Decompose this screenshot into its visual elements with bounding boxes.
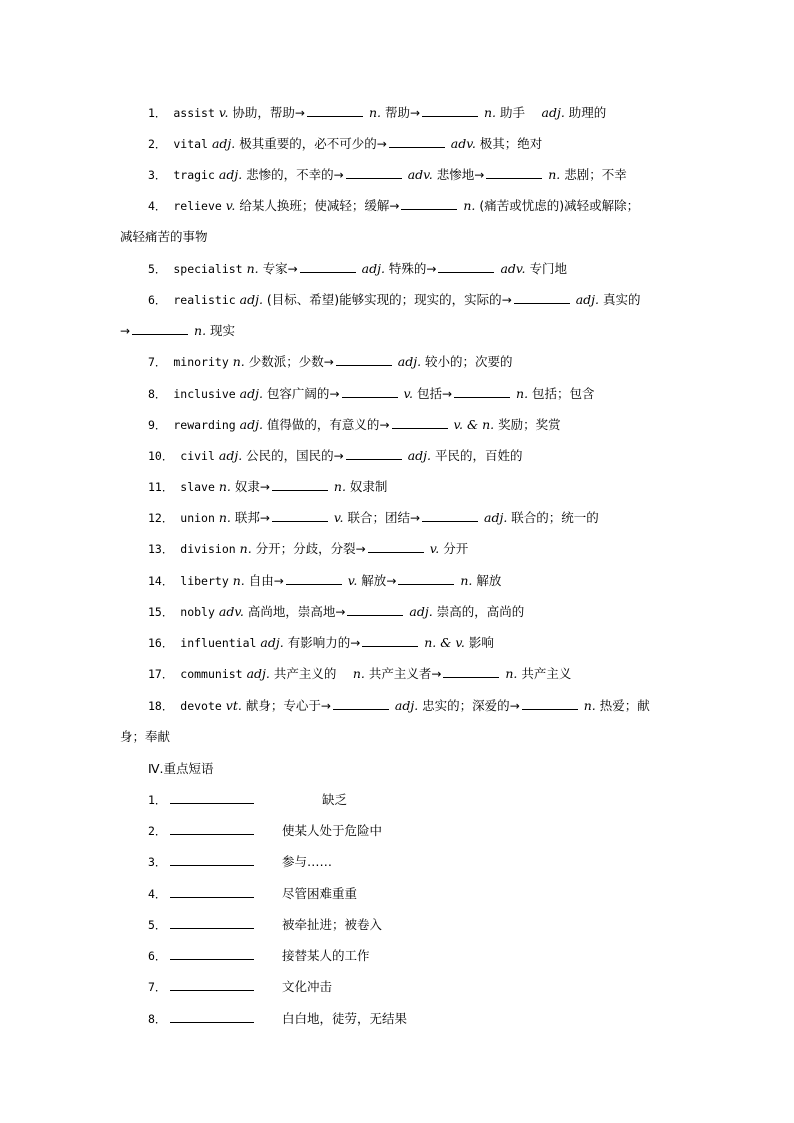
answer-blank[interactable] [398, 573, 454, 585]
definition-text: 减轻痛苦的事物 [120, 229, 208, 244]
part-of-speech: n. [235, 541, 252, 556]
part-of-speech: vt. [221, 698, 242, 713]
vocab-item [148, 510, 708, 526]
section-heading: Ⅳ.重点短语 [148, 761, 214, 776]
definition-text: 崇高的，高尚的 [432, 604, 525, 619]
definition-text: 公民的，国民的 [242, 448, 334, 463]
definition-text: 值得做的，有意义的 [262, 417, 380, 432]
part-of-speech: adj. [207, 136, 236, 151]
answer-blank[interactable] [336, 354, 392, 366]
vocab-item [148, 354, 708, 370]
answer-blank[interactable] [454, 386, 510, 398]
definition-text: 奴隶制 [345, 479, 388, 494]
phrase-item [148, 1011, 254, 1027]
item-number: 17． [148, 667, 181, 681]
item-number: 6． [148, 949, 167, 963]
definition-text: (目标、希望)能够实现的；现实的，实际的 [262, 292, 502, 307]
part-of-speech: adv. [214, 604, 244, 619]
part-of-speech: n. & v. [420, 635, 465, 650]
arrow-icon: → [323, 355, 334, 369]
arrow-icon: → [379, 418, 390, 432]
part-of-speech: n. [214, 510, 231, 525]
definition-text: 包容广阔的 [262, 386, 330, 401]
item-number: 7． [148, 980, 167, 994]
item-number: 4． [148, 199, 174, 213]
vocab-item [148, 666, 708, 682]
definition-text: 奖励；奖赏 [494, 417, 561, 432]
vocab-item-continuation [120, 729, 680, 745]
vocab-word: communist [180, 667, 243, 681]
arrow-icon: → [335, 605, 346, 619]
part-of-speech: adj. [235, 417, 263, 432]
item-number: 3． [148, 855, 167, 869]
item-number: 5． [148, 262, 174, 276]
definition-text: 少数派；少数 [244, 354, 324, 369]
answer-blank[interactable] [514, 292, 570, 304]
arrow-icon: → [509, 699, 520, 713]
vocab-word: liberty [180, 574, 229, 588]
answer-blank[interactable] [392, 417, 448, 429]
answer-blank[interactable] [272, 510, 328, 522]
part-of-speech: n. [329, 479, 346, 494]
arrow-icon: → [273, 574, 284, 588]
answer-blank[interactable] [307, 105, 363, 117]
phrase-meaning: 被牵扯进；被卷入 [282, 917, 383, 932]
vocab-item [148, 261, 708, 277]
definition-text: 联邦 [230, 510, 260, 525]
item-number: 1． [148, 793, 167, 807]
answer-blank[interactable] [389, 136, 445, 148]
arrow-icon: → [355, 542, 366, 556]
definition-text: 给某人换班；使减轻；缓解 [235, 198, 390, 213]
phrase-meaning: 文化冲击 [282, 979, 333, 994]
definition-text: 共产主义的 [269, 666, 349, 681]
item-number: 11． [148, 480, 181, 494]
vocab-word: rewarding [173, 418, 236, 432]
vocab-word: influential [180, 636, 257, 650]
item-number: 15． [148, 605, 181, 619]
part-of-speech: n. [214, 479, 231, 494]
answer-blank[interactable] [300, 261, 356, 273]
answer-blank[interactable] [170, 854, 254, 866]
answer-blank[interactable] [170, 792, 254, 804]
arrow-icon: → [329, 387, 340, 401]
part-of-speech: adv. [403, 167, 433, 182]
vocab-word: realistic [173, 293, 236, 307]
definition-text: 自由 [244, 573, 274, 588]
definition-text: 极其；绝对 [475, 136, 543, 151]
part-of-speech: adj. [480, 510, 508, 525]
phrase-item [148, 792, 254, 808]
part-of-speech: adj. [214, 448, 243, 463]
definition-text: 热爱；献 [595, 698, 650, 713]
vocab-item [148, 198, 708, 214]
part-of-speech: v. [425, 541, 440, 556]
part-of-speech: n. [544, 167, 561, 182]
answer-blank[interactable] [438, 261, 494, 273]
part-of-speech: n. [501, 666, 518, 681]
vocab-word: relieve [173, 199, 222, 213]
phrase-meaning: 使某人处于危险中 [282, 823, 383, 838]
vocab-word: devote [180, 699, 222, 713]
definition-text: 奴隶 [230, 479, 260, 494]
vocab-item [148, 292, 708, 308]
part-of-speech: adj. [393, 354, 422, 369]
part-of-speech: adv. [496, 261, 526, 276]
definition-text: 帮助 [380, 105, 410, 120]
answer-blank[interactable] [368, 541, 424, 553]
definition-text: 解放 [357, 573, 387, 588]
vocab-item [148, 573, 708, 589]
answer-blank[interactable] [333, 698, 389, 710]
vocab-item-continuation [120, 323, 680, 339]
part-of-speech: v. [343, 573, 358, 588]
part-of-speech: adj. [405, 604, 433, 619]
item-number: 13． [148, 542, 181, 556]
part-of-speech: adj. [571, 292, 600, 307]
item-number: 18． [148, 699, 181, 713]
vocab-item [148, 448, 708, 464]
vocab-word: vital [173, 137, 208, 151]
definition-text: 专家 [258, 261, 288, 276]
answer-blank[interactable] [422, 510, 478, 522]
definition-text: 专门地 [525, 261, 567, 276]
part-of-speech: n. [228, 573, 245, 588]
vocab-word: union [180, 511, 215, 525]
definition-text: 联合的；统一的 [507, 510, 599, 525]
arrow-icon: → [294, 106, 305, 120]
definition-text: 分开；分歧，分裂 [251, 541, 356, 556]
phrase-meaning: 尽管困难重重 [282, 886, 358, 901]
definition-text: 高尚地，崇高地 [243, 604, 336, 619]
definition-text: 有影响力的 [283, 635, 351, 650]
definition-text: 较小的；次要的 [421, 354, 513, 369]
item-number: 8． [148, 387, 174, 401]
vocab-item [148, 479, 708, 495]
phrase-meaning: 接替某人的工作 [282, 948, 370, 963]
phrase-item [148, 979, 254, 995]
answer-blank[interactable] [170, 886, 254, 898]
part-of-speech: adj. [403, 448, 432, 463]
part-of-speech: n. [459, 198, 476, 213]
answer-blank[interactable] [170, 1011, 254, 1023]
part-of-speech: adj. [256, 635, 284, 650]
answer-blank[interactable] [170, 948, 254, 960]
vocab-word: tragic [173, 168, 215, 182]
definition-text: 悲剧；不幸 [560, 167, 627, 182]
answer-blank[interactable] [286, 573, 342, 585]
answer-blank[interactable] [346, 167, 402, 179]
arrow-icon: → [474, 168, 485, 182]
arrow-icon: → [333, 449, 344, 463]
vocab-word: division [180, 542, 236, 556]
vocab-word: specialist [173, 262, 243, 276]
part-of-speech: n. [480, 105, 497, 120]
part-of-speech: adj. [235, 292, 263, 307]
vocab-item [148, 386, 708, 402]
part-of-speech: adj. [537, 105, 565, 120]
answer-blank[interactable] [401, 198, 457, 210]
arrow-icon: → [333, 168, 344, 182]
part-of-speech: adj. [390, 698, 419, 713]
item-number: 14． [148, 574, 181, 588]
definition-text: 共产主义者 [364, 666, 432, 681]
vocab-item-continuation [120, 229, 680, 245]
definition-text: 共产主义 [517, 666, 572, 681]
part-of-speech: n. [512, 386, 529, 401]
part-of-speech: adj. [357, 261, 385, 276]
definition-text: 助手 [496, 105, 538, 120]
part-of-speech: adj. [242, 666, 270, 681]
part-of-speech: v. & n. [449, 417, 495, 432]
item-number: 10． [148, 449, 181, 463]
answer-blank[interactable] [522, 698, 578, 710]
phrase-item [148, 917, 254, 933]
item-number: 12． [148, 511, 181, 525]
item-number: 6． [148, 293, 174, 307]
definition-text: 真实的 [599, 292, 641, 307]
definition-text: 忠实的；深爱的 [418, 698, 510, 713]
vocab-word: nobly [180, 605, 215, 619]
part-of-speech: adv. [446, 136, 476, 151]
answer-blank[interactable] [346, 448, 402, 460]
answer-blank[interactable] [272, 479, 328, 491]
part-of-speech: n. [579, 698, 596, 713]
answer-blank[interactable] [362, 635, 418, 647]
answer-blank[interactable] [422, 105, 478, 117]
item-number: 7． [148, 355, 174, 369]
phrase-meaning: 参与…… [282, 854, 333, 869]
definition-text: 平民的，百姓的 [431, 448, 523, 463]
phrase-meaning: 白白地，徒劳，无结果 [282, 1011, 408, 1026]
vocab-word: minority [173, 355, 229, 369]
arrow-icon: → [259, 480, 270, 494]
item-number: 5． [148, 918, 167, 932]
phrase-meaning: 缺乏 [322, 792, 348, 807]
arrow-icon: → [386, 574, 397, 588]
arrow-icon: → [442, 387, 453, 401]
item-number: 8． [148, 1012, 167, 1026]
arrow-icon: → [259, 511, 270, 525]
arrow-icon: → [350, 636, 361, 650]
vocab-item [148, 604, 708, 620]
phrase-item [148, 854, 254, 870]
definition-text: 悲惨地 [432, 167, 475, 182]
item-number: 16． [148, 636, 181, 650]
vocab-item [148, 136, 708, 152]
phrase-item [148, 948, 254, 964]
arrow-icon: → [320, 699, 331, 713]
definition-text: 特殊的 [384, 261, 427, 276]
item-number: 3． [148, 168, 174, 182]
definition-text: 解放 [472, 573, 502, 588]
definition-text: 现实 [206, 323, 236, 338]
phrase-item [148, 886, 254, 902]
part-of-speech: v. [221, 198, 236, 213]
arrow-icon: → [501, 293, 512, 307]
part-of-speech: adj. [235, 386, 263, 401]
vocab-item [148, 105, 708, 121]
part-of-speech: n. [348, 666, 365, 681]
arrow-icon: → [376, 137, 387, 151]
definition-text: 身；奉献 [120, 729, 171, 744]
answer-blank[interactable] [347, 604, 403, 616]
vocab-item [148, 167, 708, 183]
part-of-speech: v. [329, 510, 344, 525]
answer-blank[interactable] [486, 167, 542, 179]
definition-text: 包括 [413, 386, 443, 401]
definition-text: 包括；包含 [528, 386, 595, 401]
vocab-item [148, 541, 708, 557]
vocab-word: inclusive [173, 387, 236, 401]
part-of-speech: n. [456, 573, 473, 588]
part-of-speech: n. [364, 105, 381, 120]
definition-text: 献身；专心于 [241, 698, 321, 713]
item-number: 9． [148, 418, 174, 432]
definition-text: 联合；团结 [343, 510, 410, 525]
definition-text: 悲惨的，不幸的 [242, 167, 334, 182]
arrow-icon: → [287, 262, 298, 276]
arrow-icon: → [389, 199, 400, 213]
answer-blank[interactable] [443, 666, 499, 678]
definition-text: 极其重要的，必不可少的 [235, 136, 377, 151]
definition-text: 影响 [464, 635, 494, 650]
answer-blank[interactable] [170, 979, 254, 991]
answer-blank[interactable] [132, 323, 188, 335]
vocab-word: assist [173, 106, 215, 120]
arrow-icon: → [409, 511, 421, 525]
part-of-speech: n. [228, 354, 245, 369]
arrow-icon: → [120, 324, 131, 338]
item-number: 1． [148, 106, 174, 120]
part-of-speech: adj. [214, 167, 243, 182]
item-number: 2． [148, 137, 174, 151]
arrow-icon: → [431, 667, 442, 681]
answer-blank[interactable] [170, 917, 254, 929]
definition-text: 协助，帮助 [228, 105, 295, 120]
vocab-word: civil [180, 449, 215, 463]
answer-blank[interactable] [342, 386, 398, 398]
definition-text: (痛苦或忧虑的)减轻或解除； [475, 198, 640, 213]
vocab-item [148, 698, 708, 714]
vocab-word: slave [180, 480, 215, 494]
arrow-icon: → [426, 262, 437, 276]
part-of-speech: v. [214, 105, 229, 120]
part-of-speech: n. [190, 323, 207, 338]
vocab-item [148, 417, 708, 433]
item-number: 2． [148, 824, 167, 838]
vocab-item [148, 635, 708, 651]
definition-text: 分开 [439, 541, 469, 556]
definition-text: 助理的 [564, 105, 607, 120]
phrase-item [148, 823, 254, 839]
item-number: 4． [148, 887, 167, 901]
answer-blank[interactable] [170, 823, 254, 835]
part-of-speech: v. [399, 386, 414, 401]
part-of-speech: n. [242, 261, 259, 276]
arrow-icon: → [409, 106, 421, 120]
